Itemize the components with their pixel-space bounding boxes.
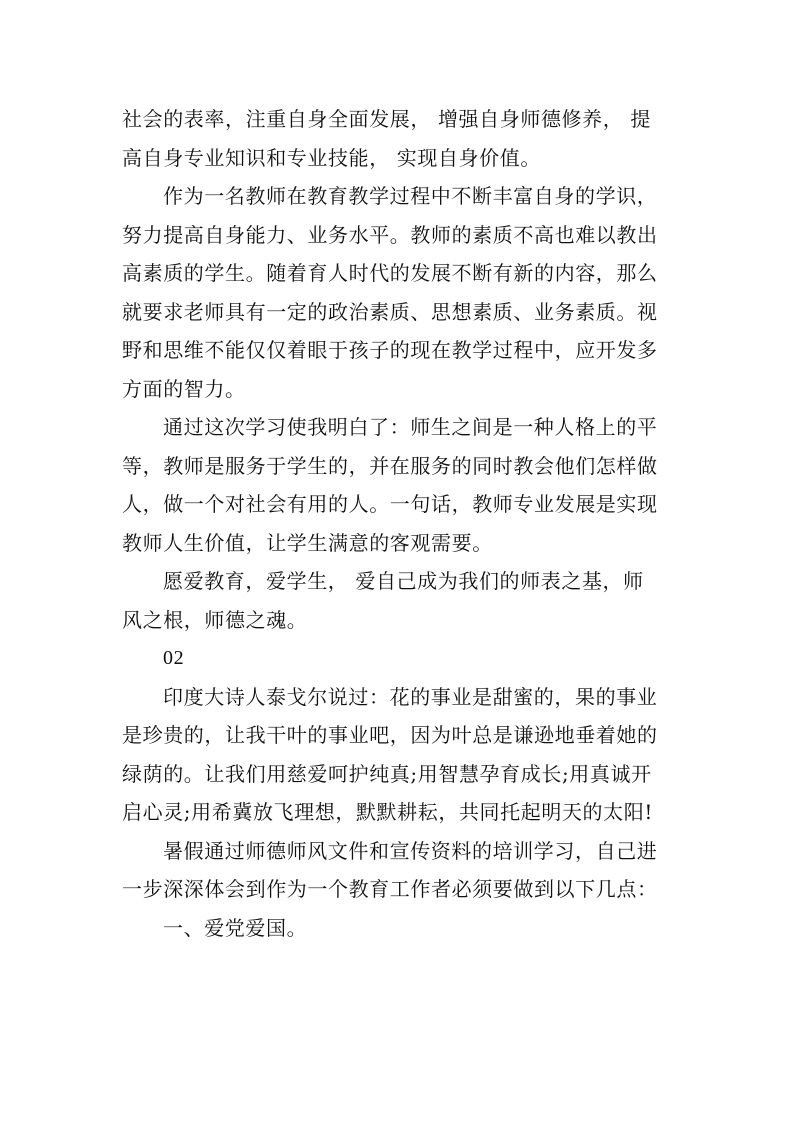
text-line: 人，做一个对社会有用的人。一句话，教师专业发展是实现 [122,492,658,516]
paragraph-1 [122,100,682,177]
section-number [122,639,682,678]
text-line: 是珍贵的，让我干叶的事业吧，因为叶总是谦逊地垂着她的 [122,723,658,747]
text-line: 社会的表率，注重自身全面发展， 增强自身师德修养， 提 [122,107,651,131]
paragraph-5 [122,678,682,832]
document-body [122,100,682,947]
paragraph-3 [122,408,682,562]
text-line: 绿荫的。让我们用慈爱呵护纯真;用智慧孕育成长;用真诚开 [122,761,652,786]
text-line: 高素质的学生。随着育人时代的发展不断有新的内容，那么 [122,261,658,285]
text-line: 通过这次学习使我明白了：师生之间是一种人格上的平 [163,415,658,439]
text-line: 就要求老师具有一定的政治素质、思想素质、业务素质。视 [122,299,658,324]
text-line: 努力提高自身能力、业务水平。教师的素质不高也难以教出 [122,222,658,247]
text-line: 高自身专业知识和专业技能， 实现自身价值。 [122,145,541,170]
paragraph-7 [122,909,682,948]
section-number-text: 02 [163,647,185,669]
text-line: 启心灵;用希冀放飞理想，默默耕耘，共同托起明天的太阳! [122,800,653,824]
paragraph-6 [122,832,682,909]
text-line: 教师人生价值，让学生满意的客观需要。 [122,530,493,555]
text-line: 一、爱党爱国。 [163,915,308,940]
paragraph-4 [122,562,682,639]
text-line: 风之根，师德之魂。 [122,607,308,632]
text-line: 一步深深体会到作为一个教育工作者必须要做到以下几点： [122,877,658,901]
text-line: 作为一名教师在教育教学过程中不断丰富自身的学识， [163,184,658,208]
text-line: 暑假通过师德师风文件和宣传资料的培训学习，自己进 [163,838,658,863]
text-line: 方面的智力。 [122,376,246,401]
text-line: 野和思维不能仅仅着眼于孩子的现在教学过程中，应开发多 [122,338,658,362]
paragraph-2 [122,177,682,408]
text-line: 印度大诗人泰戈尔说过：花的事业是甜蜜的，果的事业 [163,684,658,709]
text-line: 愿爱教育，爱学生， 爱自己成为我们的师表之基，师 [163,569,644,593]
text-line: 等，教师是服务于学生的，并在服务的同时教会他们怎样做 [122,453,658,478]
